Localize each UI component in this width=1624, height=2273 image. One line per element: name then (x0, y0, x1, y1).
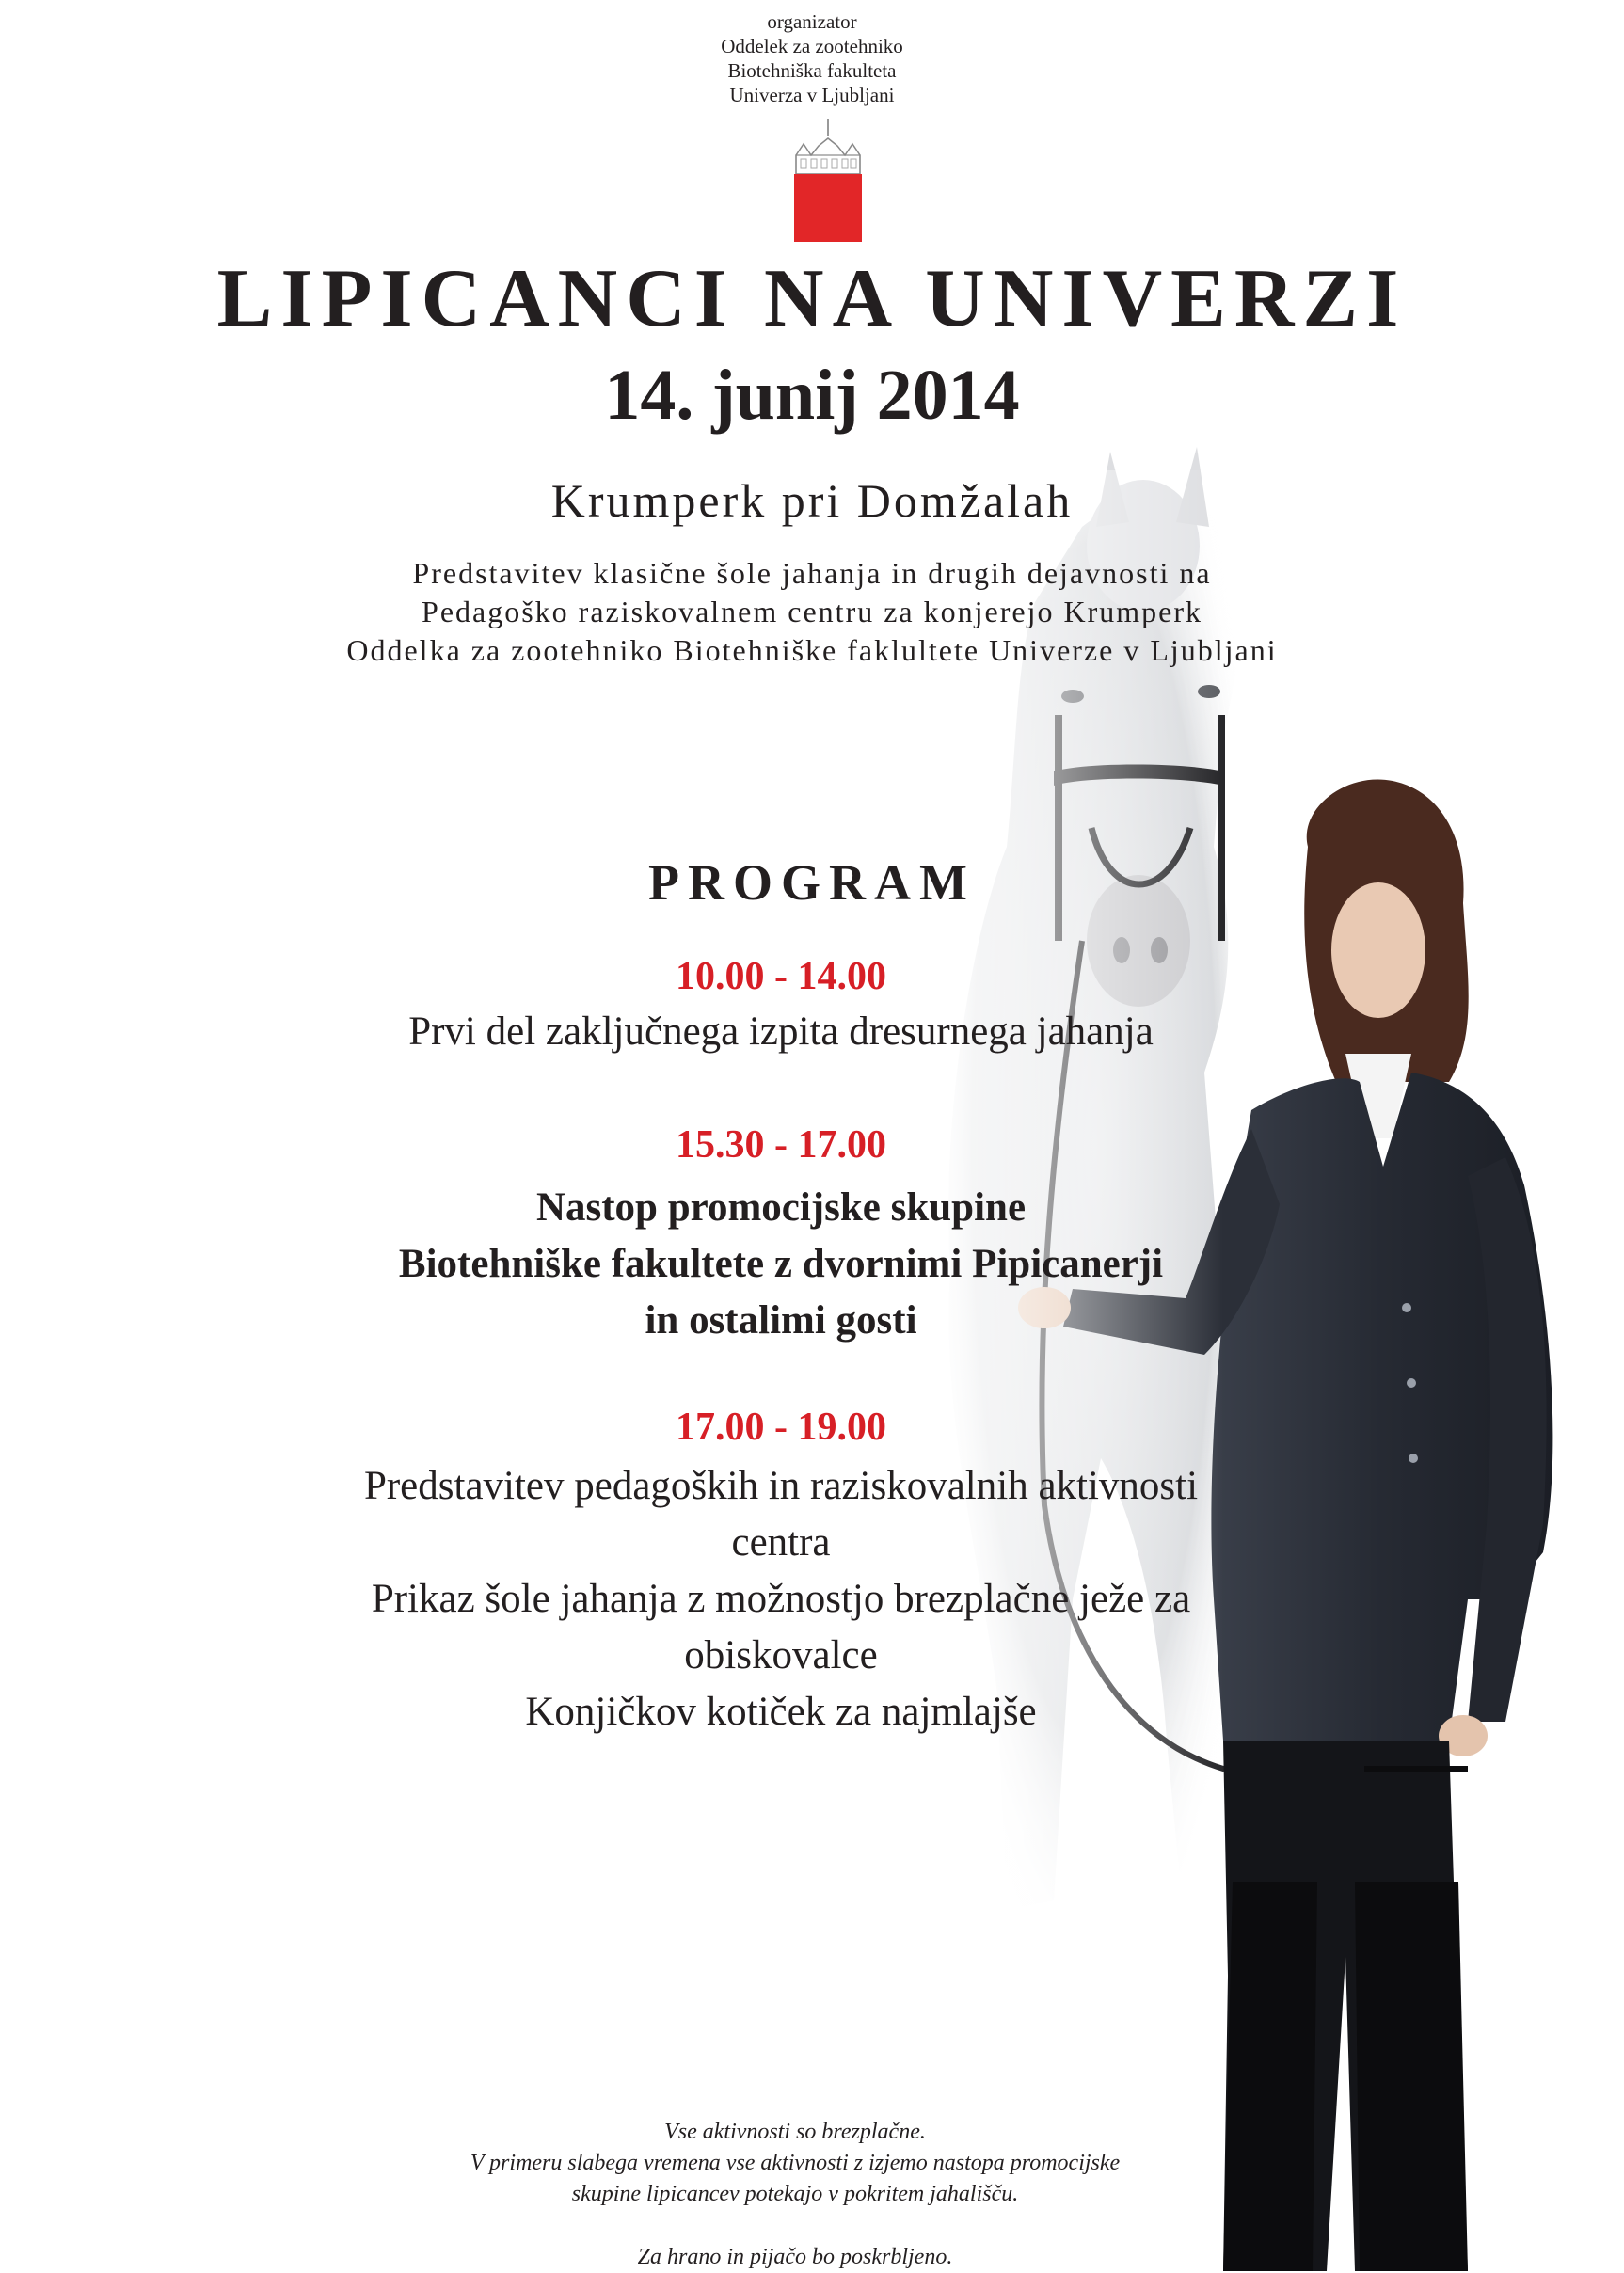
program-item-line: in ostalimi gosti (645, 1298, 917, 1343)
organizer-line: Oddelek za zootehniko (721, 35, 903, 57)
program-time: 17.00 - 19.00 (676, 1406, 886, 1449)
program-item-line: Nastop promocijske skupine (535, 1185, 1027, 1230)
program-item-line: Biotehniške fakultete z dvornimi Pipicanerji (398, 1242, 1164, 1286)
program-item-line: obiskovalce (684, 1633, 878, 1677)
footer-note: Za hrano in pijačo bo poskrbljeno. (637, 2245, 953, 2269)
program-time: 10.00 - 14.00 (676, 955, 886, 998)
program-item-line: Konjičkov kotiček za najmlajše (525, 1690, 1037, 1734)
program-time: 15.30 - 17.00 (676, 1123, 886, 1167)
program-entry (0, 1121, 1562, 1349)
organizer-line: Biotehniška fakulteta (727, 59, 897, 82)
program-entry (0, 953, 1562, 1060)
note-line: Vse aktivnosti so brezplačne. (664, 2120, 926, 2144)
description-line: Predstavitev klasične šole jahanja in drugih dejavnosti na (412, 556, 1212, 590)
event-date: 14. junij 2014 (604, 356, 1020, 435)
description-line: Pedagoško raziskovalnem centru za konjerejo Krumperk (422, 595, 1202, 628)
note-line: V primeru slabega vremena vse aktivnosti z izjemo nastopa promocijske (470, 2151, 1121, 2175)
university-logo-icon (790, 118, 866, 245)
event-location: Krumperk pri Domžalah (550, 474, 1074, 527)
program-item-line: centra (731, 1520, 831, 1565)
program-item-line: Prvi del zaključnega izpita dresurnega jahanja (408, 1009, 1154, 1054)
program-item-line: Prikaz šole jahanja z možnostjo brezplačne ježe za (371, 1577, 1191, 1621)
program-heading: PROGRAM (648, 854, 976, 911)
description-line: Oddelka za zootehniko Biotehniške faklultete Univerze v Ljubljani (346, 633, 1278, 667)
organizer-block (0, 9, 1624, 107)
note-line: skupine lipicancev potekajo v pokritem jahališču. (571, 2182, 1019, 2206)
organizer-line: Univerza v Ljubljani (729, 84, 895, 106)
notes-block (0, 2117, 1590, 2273)
organizer-label: organizator (767, 10, 857, 33)
event-title: LIPICANCI NA UNIVERZI (216, 253, 1408, 344)
program-entry (0, 1404, 1562, 1741)
program-item-line: Predstavitev pedagoških in raziskovalnih aktivnosti (363, 1464, 1199, 1508)
event-description (0, 554, 1624, 670)
